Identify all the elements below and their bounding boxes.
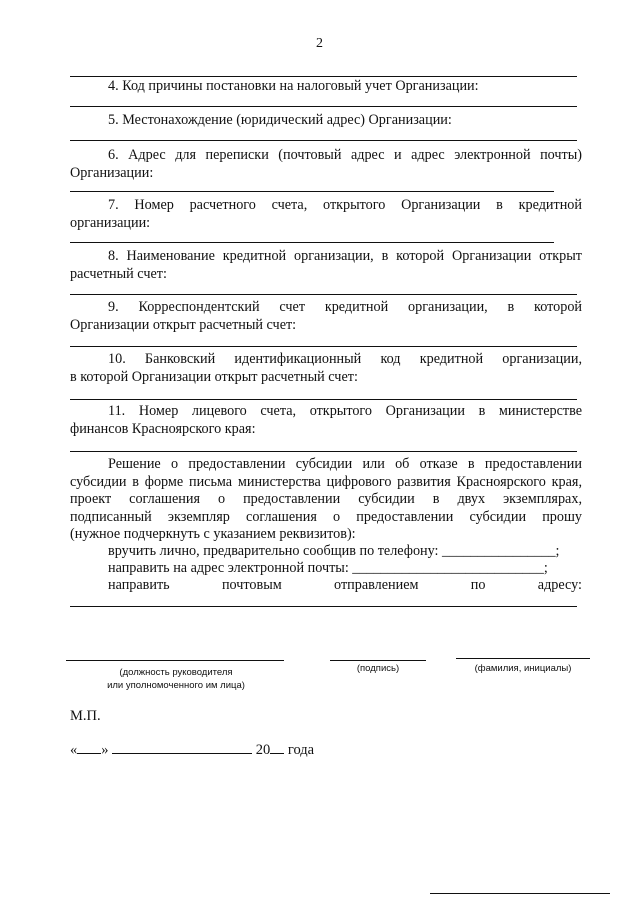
option-in-person[interactable]: вручить лично, предварительно сообщив по телефону: ________________; <box>108 543 560 559</box>
item-8-line-1: 8. Наименование кредитной организации, в которой Организации открыт <box>108 248 582 264</box>
fill-line[interactable] <box>70 294 577 295</box>
signature-caption: (подпись) <box>356 663 400 674</box>
item-7-line-2: организации: <box>70 214 151 231</box>
fill-line[interactable] <box>70 140 577 141</box>
item-9-line-1: 9. Корреспондентский счет кредитной организации, в которой <box>108 299 582 315</box>
quote-close: » <box>101 742 109 758</box>
date-line <box>70 740 314 759</box>
position-caption <box>96 666 256 692</box>
item-10 <box>70 351 582 386</box>
item-7 <box>70 197 582 232</box>
item-6 <box>70 147 582 182</box>
item-6-line-2: Организации: <box>70 164 154 181</box>
item-6-line-1: 6. Адрес для переписки (почтовый адрес и адрес электронной почты) <box>108 147 582 163</box>
decision-line-3: проект соглашения о предоставлении субсидии в двух экземплярах, <box>70 491 582 507</box>
position-caption-2: или уполномоченного им лица) <box>107 680 245 691</box>
quote-open: « <box>70 742 78 758</box>
item-10-line-2: в которой Организации открыт расчетный счет: <box>70 368 358 385</box>
fill-line[interactable] <box>70 346 577 347</box>
item-7-line-1: 7. Номер расчетного счета, открытого Организации в кредитной <box>108 197 582 213</box>
position-line[interactable] <box>66 660 284 661</box>
fill-line[interactable] <box>70 191 554 192</box>
signature-line[interactable] <box>330 660 426 661</box>
decision-line-4: подписанный экземпляр соглашения о предоставлении субсидии прошу <box>70 508 582 525</box>
fill-line[interactable] <box>70 399 577 400</box>
footer-line <box>430 893 610 894</box>
page-number: 2 <box>316 36 323 51</box>
item-10-line-1: 10. Банковский идентификационный код кредитной организации, <box>108 351 582 367</box>
month-field[interactable] <box>112 740 252 754</box>
fill-line[interactable] <box>70 451 577 452</box>
option-post[interactable]: направить почтовым отправлением по адресу: <box>108 577 582 593</box>
year-suffix: года <box>287 742 315 758</box>
item-11-line-2: финансов Красноярского края: <box>70 420 256 437</box>
item-9-line-2: Организации открыт расчетный счет: <box>70 316 297 333</box>
item-8 <box>70 248 582 283</box>
item-4: 4. Код причины постановки на налоговый учет Организации: <box>108 78 479 94</box>
fill-line[interactable] <box>70 76 577 77</box>
stamp-label: М.П. <box>70 708 101 724</box>
fill-line[interactable] <box>70 106 577 107</box>
name-caption: (фамилия, инициалы) <box>474 663 572 674</box>
item-11 <box>70 403 582 438</box>
decision-paragraph <box>70 456 582 544</box>
position-caption-1: (должность руководителя <box>119 667 233 678</box>
item-8-line-2: расчетный счет: <box>70 265 167 282</box>
name-line[interactable] <box>456 658 590 659</box>
year-prefix: 20 <box>255 742 271 758</box>
decision-line-5: (нужное подчеркнуть с указанием реквизитов): <box>70 526 356 542</box>
item-5: 5. Местонахождение (юридический адрес) Организации: <box>108 112 452 128</box>
fill-line[interactable] <box>70 242 554 243</box>
item-11-line-1: 11. Номер лицевого счета, открытого Организации в министерстве <box>108 403 582 419</box>
decision-line-1: Решение о предоставлении субсидии или об отказе в предоставлении <box>108 456 582 472</box>
decision-line-2: субсидии в форме письма министерства цифрового развития Красноярского края, <box>70 473 582 490</box>
year-field[interactable] <box>270 740 284 754</box>
day-field[interactable] <box>77 740 101 754</box>
item-9 <box>70 299 582 334</box>
option-email[interactable]: направить на адрес электронной почты: ___________________________; <box>108 560 548 576</box>
address-fill-line[interactable] <box>70 606 577 607</box>
